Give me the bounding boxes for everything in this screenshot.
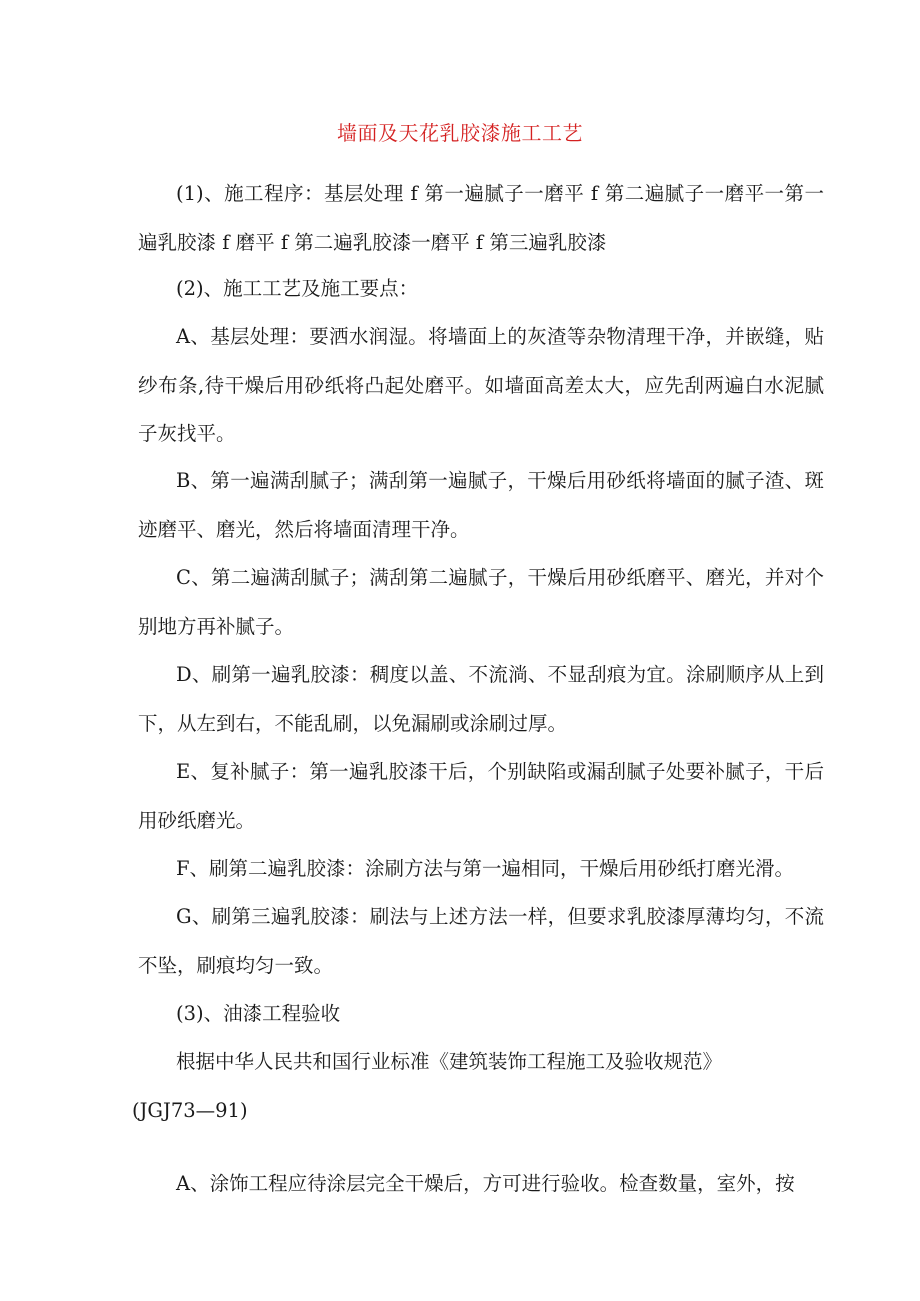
paragraph-construction-procedure: (1)、施工程序：基层处理 f 第一遍腻子一磨平 f 第二遍腻子一磨平一第一遍乳胶漆 f 磨平 f 第二遍乳胶漆一磨平 f 第三遍乳胶漆 [138, 182, 824, 254]
paragraph-acceptance-rule: A、涂饰工程应待涂层完全干燥后，方可进行验收。检查数量，室外，按 [176, 1172, 795, 1195]
document-title: 墙面及天花乳胶漆施工工艺 [337, 121, 583, 145]
paragraph-third-latex-coat: G、刷第三遍乳胶漆：刷法与上述方法一样，但要求乳胶漆厚薄均匀，不流不坠，刷痕均匀一致。 [138, 905, 824, 977]
paragraph-standard-reference: 根据中华人民共和国行业标准《建筑装饰工程施工及验收规范》 [176, 1050, 723, 1073]
paragraph-base-treatment: A、基层处理：要洒水润湿。将墙面上的灰渣等杂物清理干净，并嵌缝，贴纱布条,待干燥后用砂纸将凸起处磨平。如墙面高差太大，应先刮两遍白水泥腻子灰找平。 [138, 325, 824, 445]
paragraph-first-latex-coat: D、刷第一遍乳胶漆：稠度以盖、不流淌、不显刮痕为宜。涂刷顺序从上到下，从左到右，不能乱刷，以免漏刷或涂刷过厚。 [138, 663, 824, 735]
paragraph-process-heading: (2)、施工工艺及施工要点： [176, 277, 419, 300]
paragraph-standard-code: (JGJ73—91) [132, 1099, 248, 1122]
paragraph-acceptance-heading: (3)、油漆工程验收 [176, 1002, 341, 1025]
paragraph-second-putty: C、第二遍满刮腻子；满刮第二遍腻子，干燥后用砂纸磨平、磨光，并对个别地方再补腻子。 [138, 566, 824, 638]
paragraph-first-putty: B、第一遍满刮腻子；满刮第一遍腻子，干燥后用砂纸将墙面的腻子渣、斑迹磨平、磨光，然后将墙面清理干净。 [138, 469, 824, 541]
paragraph-second-latex-coat: F、刷第二遍乳胶漆：涂刷方法与第一遍相同，干燥后用砂纸打磨光滑。 [176, 857, 795, 880]
paragraph-patch-putty: E、复补腻子：第一遍乳胶漆干后，个别缺陷或漏刮腻子处要补腻子，干后用砂纸磨光。 [138, 760, 824, 832]
